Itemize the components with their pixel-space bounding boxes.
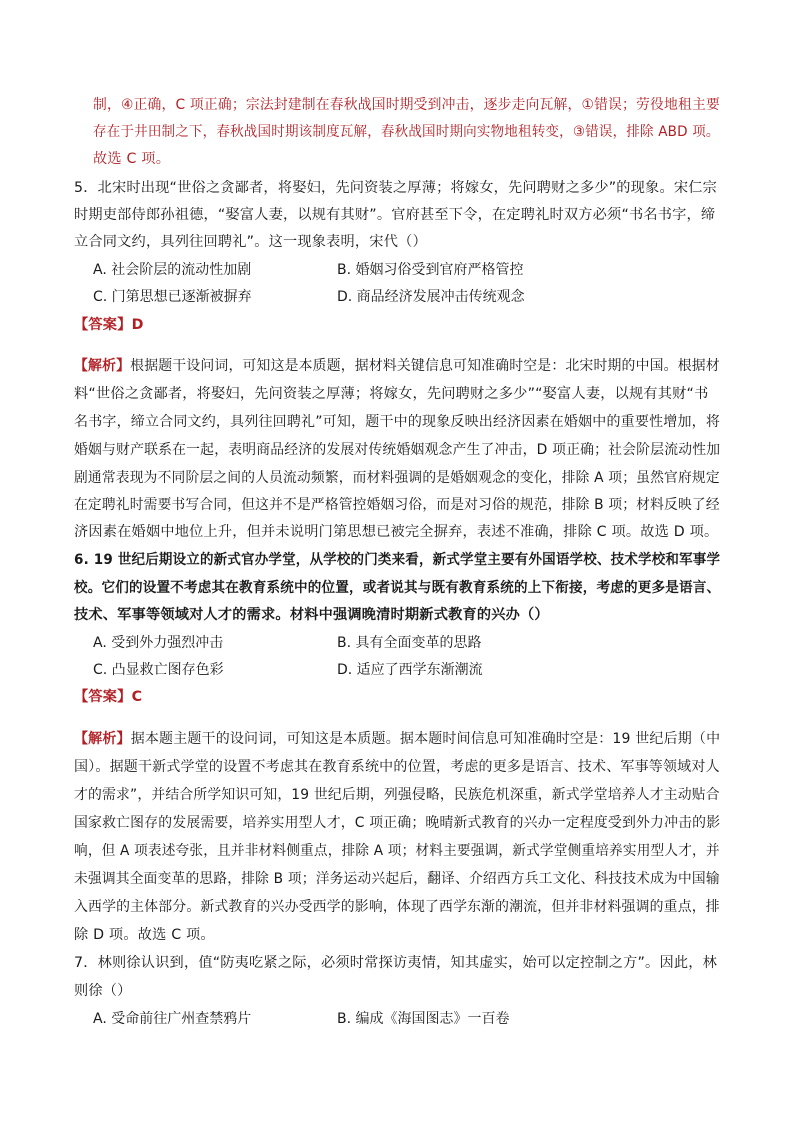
prev-text-a: 制，④正确， [93, 97, 176, 113]
prev-explanation-line-1 [93, 95, 720, 115]
q5-answer [74, 315, 144, 335]
prev-text-c: ①错误 [581, 97, 623, 113]
q6-stem-line-2: 校。它们的设置不考虑其在教育系统中的位置，或者说其与既有教育系统的上下衔接，考虑的更多是语言、 [74, 580, 721, 596]
prev-explanation-line-2 [93, 122, 720, 142]
q5-option-d: D. 商品经济发展冲击传统观念 [337, 289, 525, 305]
q6-explanation-line-4: 国家救亡图存的发展需要，培养实用型人才，C 项正确；晚晴新式教育的兴办一定程度受到外力冲击的影 [74, 815, 721, 831]
q7-stem-line-2: 则徐（） [74, 983, 132, 999]
q5-option-a: A. 社会阶层的流动性加剧 [93, 262, 252, 278]
q5-option-c: C. 门第思想已逐渐被摒弃 [93, 289, 252, 305]
q5-stem-line-2: 时期吏部侍郎孙祖德，“娶富人妻，以规有其财”。官府甚至下令，在定聘礼时双方必须“书名书字，缔 [74, 207, 716, 223]
q5-explanation-line-6: 在定聘礼时需要书写合同，但这并不是严格管控婚姻习俗，而是对习俗的规范，排除 B 项；材料反映了经 [74, 497, 720, 513]
q5-explanation-label: 【解析】 [74, 358, 131, 374]
prev-text-f: ③错误 [572, 124, 613, 140]
q6-stem-line-3: 技术、军事等领域对人才的需求。材料中强调晚清时期新式教育的兴办（） [74, 607, 549, 623]
q5-explanation-line-7: 济因素在婚姻中地位上升，但并未说明门第思想已被完全摒弃，表述不准确，排除 C 项。故选 D 项。 [74, 524, 719, 540]
q5-answer-label: 【答案】 [74, 317, 132, 333]
q6-answer-label: 【答案】 [74, 689, 132, 705]
q5-stem-line-1: 5．北宋时出现“世俗之贪鄙者，将娶妇，先问资装之厚薄；将嫁女，先问聘财之多少”的现象。宋仁宗 [74, 180, 717, 196]
q6-explanation-line-6: 未强调其全面变革的思路，排除 B 项；洋务运动兴起后，翻译、介绍西方兵工文化、科技技术成为中国输 [74, 871, 720, 887]
q5-explanation-text-1: 根据题干设问词，可知这是本质题，据材料关键信息可知准确时空是：北宋时期的中国。根据材 [130, 358, 720, 374]
q7-option-a: A. 受命前往广州查禁鸦片 [93, 1011, 252, 1027]
q5-explanation-line-5: 剧通常表现为不同阶层之间的人员流动频繁，而材料强调的是婚姻观念的变化，排除 A 项；虽然官府规定 [74, 470, 720, 486]
prev-text-e: 存在于井田制之下，春秋战国时期该制度瓦解，春秋战国时期向实物地租转变， [93, 124, 573, 140]
q6-answer-value: C [131, 689, 143, 705]
q7-stem-line-1: 7．林则徐认识到，值“防夷吃紧之际，必须时常探访夷情，知其虚实，始可以定控制之方”。因此，林 [74, 955, 717, 971]
q5-explanation-line-1 [74, 356, 720, 376]
q6-explanation-line-3: 才的需求”，并结合所学知识可知，19 世纪后期，列强侵略，民族危机深重，新式学堂培养人才主动贴合 [74, 787, 720, 803]
q6-stem-line-1: 6. 19 世纪后期设立的新式官办学堂，从学校的门类来看，新式学堂主要有外国语学校、技术学校和军事学 [74, 552, 721, 568]
q5-answer-value: D [131, 317, 144, 333]
q6-explanation-text-1: 据本题主题干的设问词，可知这是本质题。据本题时间信息可知准确时空是：19 世纪后期（中 [130, 731, 721, 747]
prev-text-b: C 项正确；宗法封建制在春秋战国时期受到冲击，逐步走向瓦解， [175, 97, 582, 113]
q6-option-a: A. 受到外力强烈冲击 [93, 635, 224, 651]
prev-text-g: ，排除 ABD 项。 [612, 124, 720, 140]
q5-explanation-line-2: 料“世俗之贪鄙者，将娶妇，先问资装之厚薄；将嫁女，先问聘财之多少”“娶富人妻，以规有其财“书 [74, 386, 709, 402]
q6-explanation-line-7: 入西学的主体部分。新式教育的兴办受西学的影响，体现了西学东渐的潮流，但并非材料强调的重点，排 [74, 899, 720, 915]
q6-option-c: C. 凸显救亡图存色彩 [93, 662, 224, 678]
q5-explanation-line-3: 名书字，缔立合同文约，具列往回聘礼”可知，题干中的现象反映出经济因素在婚姻中的重要性增加，将 [74, 414, 721, 430]
q6-explanation-line-2: 国）。据题干新式学堂的设置不考虑其在教育系统中的位置，考虑的更多是语言、技术、军事等领域对人 [74, 759, 720, 775]
q5-explanation-line-4: 婚姻与财产联系在一起，表明商品经济的发展对传统婚姻观念产生了冲击，D 项正确；社会阶层流动性加 [74, 442, 721, 458]
q5-stem-line-3: 立合同文约，具列往回聘礼”。这一现象表明，宋代（） [74, 234, 427, 250]
q6-option-d: D. 适应了西学东渐潮流 [337, 662, 483, 678]
q6-answer [74, 687, 142, 707]
q7-option-b: B. 编成《海国图志》一百卷 [337, 1011, 510, 1027]
prev-text-d: ；劳役地租主要 [622, 97, 720, 113]
q5-option-b: B. 婚姻习俗受到官府严格管控 [337, 262, 524, 278]
q6-explanation-line-5: 响，但 A 项表述夸张，且并非材料侧重点，排除 A 项；材料主要强调，新式学堂侧重培养实用型人才，并 [74, 843, 720, 859]
q6-explanation-line-8: 除 D 项。故选 C 项。 [74, 927, 215, 943]
prev-explanation-line-3: 故选 C 项。 [93, 151, 171, 167]
q6-explanation-label: 【解析】 [74, 731, 131, 747]
q6-option-b: B. 具有全面变革的思路 [337, 635, 482, 651]
q6-explanation-line-1 [74, 729, 720, 749]
